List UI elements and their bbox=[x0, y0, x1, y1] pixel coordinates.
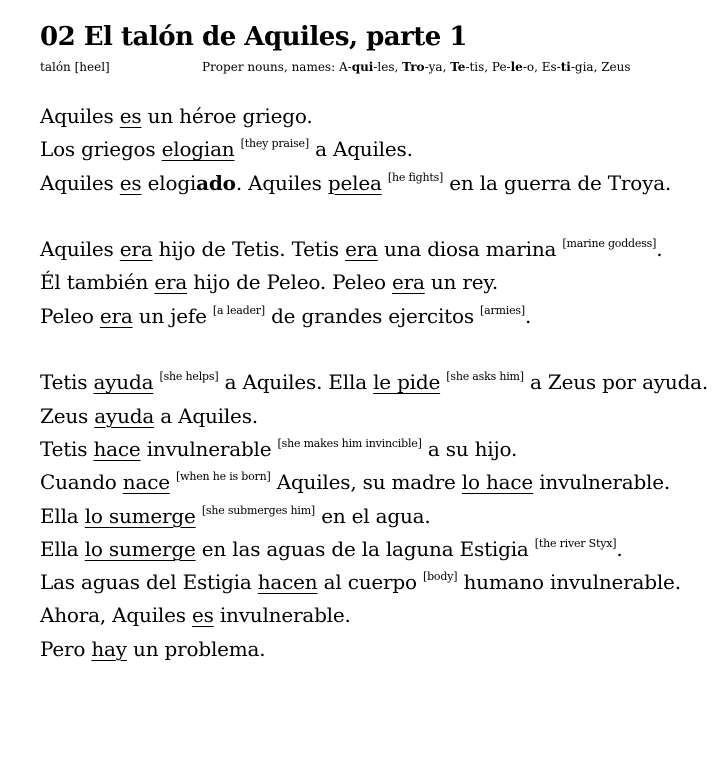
underlined-verb: nace bbox=[122, 470, 170, 495]
proper-nouns-list bbox=[202, 60, 631, 74]
text-run: Aquiles bbox=[40, 170, 120, 195]
text-run: en las aguas de la laguna Estigia bbox=[195, 536, 535, 561]
story-line bbox=[40, 566, 720, 599]
text-run: un jefe bbox=[132, 303, 213, 328]
gloss-note: [she submerges him] bbox=[201, 503, 316, 517]
text-run: Él también bbox=[40, 270, 155, 295]
underlined-verb: pelea bbox=[327, 170, 382, 195]
story-line bbox=[40, 100, 720, 133]
paragraph-gap bbox=[40, 200, 720, 233]
underlined-verb: es bbox=[119, 104, 142, 128]
proper-noun-syllable: -gia bbox=[570, 60, 594, 74]
gloss-note: [body] bbox=[423, 570, 458, 584]
gloss-note: [she asks him] bbox=[446, 370, 524, 384]
header-gloss: talón [heel] bbox=[40, 60, 110, 74]
text-run: Pero bbox=[40, 636, 92, 661]
gloss-note: [when he is born] bbox=[176, 470, 271, 484]
proper-nouns-items: A-qui-les, Tro-ya, Te-tis, Pe-le-o, Es-ti-gia, Zeus bbox=[338, 60, 631, 74]
underlined-verb: era bbox=[391, 270, 425, 295]
underlined-verb: elogian bbox=[161, 137, 235, 162]
gloss-note: [marine goddess] bbox=[562, 237, 657, 251]
proper-noun-syllable: Pe- bbox=[491, 60, 511, 74]
text-run: Aquiles, su madre bbox=[270, 470, 462, 495]
text-run: . bbox=[616, 536, 623, 561]
proper-noun bbox=[492, 60, 534, 74]
gloss-note: [the river Styx] bbox=[534, 536, 617, 550]
text-run: Zeus bbox=[40, 403, 95, 428]
text-run: una diosa marina bbox=[377, 237, 563, 262]
story-line bbox=[40, 133, 720, 166]
underlined-verb: era bbox=[119, 237, 153, 262]
text-run: un héroe griego. bbox=[141, 104, 313, 128]
gloss-note: [she makes him invincible] bbox=[277, 436, 422, 450]
text-run: Aquiles bbox=[40, 237, 120, 262]
story-line bbox=[40, 167, 720, 200]
proper-noun-syllable: Es- bbox=[541, 60, 561, 74]
gloss-note: [they praise] bbox=[240, 137, 309, 151]
text-run: en el agua. bbox=[315, 503, 431, 528]
gloss-note: [armies] bbox=[480, 303, 525, 317]
underlined-verb: hace bbox=[93, 436, 141, 461]
proper-noun bbox=[450, 60, 484, 74]
text-run: Ahora, Aquiles bbox=[40, 603, 192, 628]
vocab-header bbox=[40, 60, 700, 74]
gloss-note: [a leader] bbox=[212, 303, 265, 317]
proper-noun bbox=[402, 60, 442, 74]
text-run: . Aquiles bbox=[235, 170, 328, 195]
story-line bbox=[40, 366, 720, 399]
underlined-verb: era bbox=[345, 237, 378, 262]
text-run: humano invulnerable. bbox=[457, 570, 681, 595]
text-run: de grandes ejercitos bbox=[264, 303, 481, 328]
gloss-note: [he fights] bbox=[387, 170, 444, 184]
underlined-verb: hacen bbox=[257, 570, 318, 595]
story-line bbox=[40, 300, 720, 333]
underlined-verb: hay bbox=[91, 636, 127, 661]
underlined-verb: lo sumerge bbox=[84, 536, 196, 561]
text-run: Aquiles bbox=[40, 104, 120, 128]
proper-noun-syllable: -tis bbox=[465, 60, 485, 74]
underlined-verb: es bbox=[119, 170, 142, 195]
proper-noun-syllable: Zeus bbox=[601, 60, 631, 74]
text-run: invulnerable. bbox=[213, 603, 351, 628]
text-run: a Zeus por ayuda. bbox=[523, 370, 709, 395]
proper-nouns-label: Proper nouns, names: bbox=[202, 60, 339, 74]
text-run: invulnerable bbox=[140, 436, 278, 461]
text-run: elogi bbox=[141, 170, 197, 195]
text-run: a Aquiles. bbox=[154, 403, 258, 428]
text-run: Ella bbox=[40, 536, 85, 561]
story-line bbox=[40, 400, 720, 433]
page-title: 02 El talón de Aquiles, parte 1 bbox=[40, 22, 467, 52]
story-line bbox=[40, 233, 720, 266]
text-run: Ella bbox=[40, 503, 85, 528]
story-line bbox=[40, 599, 720, 632]
story-line bbox=[40, 500, 720, 533]
text-run: en la guerra de Troya. bbox=[443, 170, 672, 195]
story-text bbox=[40, 100, 720, 666]
text-run: a su hijo. bbox=[421, 436, 518, 461]
text-run: Las aguas del Estigia bbox=[40, 570, 258, 595]
proper-noun-syllable: qui bbox=[351, 60, 374, 74]
text-run: Tetis bbox=[40, 370, 94, 395]
underlined-verb: lo sumerge bbox=[84, 503, 196, 528]
proper-noun-syllable: -o bbox=[522, 60, 535, 74]
text-run: hijo de Peleo. Peleo bbox=[187, 270, 392, 295]
story-line bbox=[40, 433, 720, 466]
text-run: un rey. bbox=[424, 270, 498, 295]
underlined-verb: es bbox=[191, 603, 214, 628]
text-run: Peleo bbox=[40, 303, 100, 328]
underlined-verb: era bbox=[99, 303, 133, 328]
text-run: . bbox=[524, 303, 532, 328]
story-line bbox=[40, 633, 720, 666]
underlined-verb: ayuda bbox=[94, 403, 155, 428]
underlined-verb: le pide bbox=[373, 370, 441, 395]
story-line bbox=[40, 266, 720, 299]
underlined-verb: lo hace bbox=[461, 470, 534, 495]
proper-noun-syllable: Te bbox=[450, 60, 466, 74]
text-run: Los griegos bbox=[40, 137, 162, 162]
proper-noun-syllable: Tro bbox=[402, 60, 425, 74]
proper-noun-syllable: ti bbox=[560, 60, 571, 74]
text-run: invulnerable. bbox=[533, 470, 671, 495]
text-run: un problema. bbox=[126, 636, 266, 661]
text-run: . bbox=[656, 237, 663, 262]
text-run: Cuando bbox=[40, 470, 123, 495]
paragraph-gap bbox=[40, 333, 720, 366]
text-run: a Aquiles. bbox=[308, 137, 413, 162]
text-run: al cuerpo bbox=[317, 570, 423, 595]
underlined-verb: ayuda bbox=[93, 370, 154, 395]
proper-noun-syllable: le bbox=[510, 60, 523, 74]
proper-noun-syllable: A- bbox=[338, 60, 352, 74]
underlined-verb: era bbox=[154, 270, 188, 295]
story-line bbox=[40, 466, 720, 499]
text-run: a Aquiles. Ella bbox=[218, 370, 374, 395]
gloss-note: [she helps] bbox=[159, 370, 219, 384]
proper-noun bbox=[542, 60, 594, 74]
proper-noun-syllable: -ya bbox=[424, 60, 443, 74]
story-line bbox=[40, 533, 720, 566]
proper-noun-syllable: -les bbox=[373, 60, 395, 74]
text-run: Tetis bbox=[40, 436, 94, 461]
text-run: hijo de Tetis. Tetis bbox=[152, 237, 346, 262]
bold-suffix: ado bbox=[196, 170, 236, 195]
proper-noun bbox=[339, 60, 395, 74]
proper-noun bbox=[601, 60, 630, 74]
